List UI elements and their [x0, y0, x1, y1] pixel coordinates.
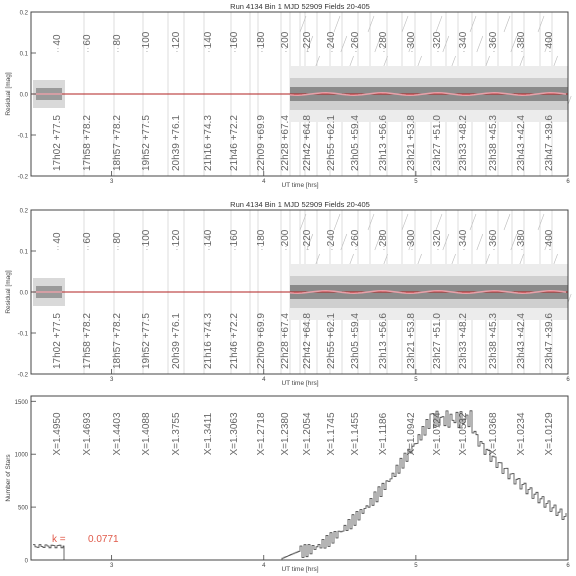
hatch-mark — [334, 214, 340, 230]
field-marker: : — [307, 47, 309, 54]
panel-2-title: Run 4134 Bin 1 MJD 52909 Fields 20-405 — [230, 200, 370, 209]
field-coordinate-label: 22h09 +69.9 — [256, 115, 267, 171]
field-number-label: 360 — [488, 229, 499, 247]
panel-3-airmass-labels — [52, 412, 555, 456]
field-marker: : — [87, 47, 89, 54]
field-marker: : — [383, 47, 385, 54]
field-number-label: 200 — [280, 31, 291, 49]
field-marker: : — [285, 47, 287, 54]
y-tick-label: 1000 — [14, 452, 28, 459]
airmass-label: X=1.4403 — [112, 412, 123, 456]
residual-panel-1 — [5, 2, 571, 189]
field-marker: : — [208, 245, 210, 252]
field-number-label: 340 — [458, 31, 469, 49]
field-number-label: 180 — [256, 229, 267, 247]
airmass-label: X=1.3063 — [229, 412, 240, 456]
field-marker: : — [208, 47, 210, 54]
field-coordinate-label: 23h38 +45.3 — [488, 313, 499, 369]
field-marker: : — [176, 47, 178, 54]
field-number-label: 80 — [112, 34, 123, 46]
y-tick-label: -0.1 — [17, 331, 28, 338]
field-coordinate-label: 23h21 +53.8 — [406, 115, 417, 171]
field-marker: : — [234, 47, 236, 54]
hatch-mark — [504, 214, 510, 230]
airmass-label: X=1.0368 — [488, 412, 499, 456]
hatch-mark — [470, 16, 476, 32]
field-number-label: 400 — [544, 229, 555, 247]
airmass-label: X=1.1455 — [350, 412, 361, 456]
field-number-label: 400 — [544, 31, 555, 49]
field-marker: : — [331, 47, 333, 54]
field-number-label: 100 — [141, 229, 152, 247]
field-coordinate-label: 23h38 +45.3 — [488, 115, 499, 171]
field-marker: : — [549, 245, 551, 252]
field-number-label: 160 — [229, 31, 240, 49]
field-coordinate-label: 22h42 +64.8 — [302, 313, 313, 369]
field-number-label: 260 — [350, 229, 361, 247]
field-coordinate-label: 17h58 +78.2 — [82, 115, 93, 171]
airmass-label: X=1.4950 — [52, 412, 63, 456]
field-marker: : — [117, 47, 119, 54]
y-tick-label: 0.0 — [19, 92, 28, 99]
field-marker: : — [493, 47, 495, 54]
field-number-label: 120 — [171, 31, 182, 49]
hatch-mark — [402, 16, 408, 32]
field-coordinate-label: 22h09 +69.9 — [256, 313, 267, 369]
field-number-label: 40 — [52, 34, 63, 46]
field-number-label: 240 — [326, 229, 337, 247]
field-marker: : — [437, 47, 439, 54]
field-number-label: 80 — [112, 232, 123, 244]
field-coordinate-label: 22h42 +64.8 — [302, 115, 313, 171]
x-tick-label: 6 — [566, 179, 570, 185]
residual-panel-2 — [5, 200, 571, 387]
field-number-label: 300 — [406, 31, 417, 49]
field-marker: : — [146, 245, 148, 252]
panel-2-ylabel: Residual [mag] — [5, 270, 12, 314]
hatch-mark — [402, 214, 408, 230]
hatch-mark — [436, 214, 442, 230]
field-marker: : — [521, 245, 523, 252]
airmass-label: X=1.0129 — [544, 412, 555, 456]
hatch-mark — [436, 16, 442, 32]
field-coordinate-label: 19h52 +77.5 — [141, 313, 152, 369]
field-marker: : — [411, 245, 413, 252]
hatch-mark — [538, 214, 544, 230]
hatch-mark — [477, 36, 483, 52]
airmass-label: X=1.2054 — [302, 412, 313, 456]
y-tick-label: 1500 — [14, 399, 28, 406]
field-coordinate-label: 17h02 +77.5 — [52, 313, 63, 369]
field-coordinate-label: 23h13 +56.6 — [378, 115, 389, 171]
field-number-label: 380 — [516, 31, 527, 49]
airmass-label: X=1.3411 — [203, 412, 214, 456]
panel-1-xlabel: UT time [hrs] — [281, 182, 319, 189]
x-tick-label: 6 — [566, 377, 570, 383]
field-coordinate-label: 21h46 +72.2 — [229, 313, 240, 369]
hatch-mark — [341, 36, 347, 52]
airmass-label: X=1.2718 — [256, 412, 267, 456]
field-coordinate-label: 20h39 +76.1 — [171, 115, 182, 171]
field-number-label: 340 — [458, 229, 469, 247]
x-tick-label: 4 — [262, 377, 266, 383]
y-tick-label: 0 — [24, 558, 28, 565]
field-coordinate-label: 23h47 +39.6 — [544, 313, 555, 369]
hatch-mark — [477, 234, 483, 250]
x-tick-label: 4 — [262, 179, 266, 185]
field-number-label: 40 — [52, 232, 63, 244]
airmass-label: X=1.1745 — [326, 412, 337, 456]
field-number-label: 320 — [432, 31, 443, 49]
field-marker: : — [87, 245, 89, 252]
panel-1-ylabel: Residual [mag] — [5, 72, 12, 116]
field-coordinate-label: 23h13 +56.6 — [378, 313, 389, 369]
airmass-label: X=1.0942 — [406, 412, 417, 456]
airmass-label: X=1.1186 — [378, 412, 389, 456]
y-tick-label: 0.1 — [19, 249, 28, 256]
x-tick-label: 3 — [109, 377, 114, 383]
field-marker: : — [331, 245, 333, 252]
panel-2-xlabel: UT time [hrs] — [281, 380, 319, 387]
field-coordinate-label: 23h27 +51.0 — [432, 115, 443, 171]
field-marker: : — [463, 47, 465, 54]
field-number-label: 160 — [229, 229, 240, 247]
field-number-label: 120 — [171, 229, 182, 247]
field-number-label: 220 — [302, 31, 313, 49]
field-marker: : — [176, 245, 178, 252]
field-marker: : — [285, 245, 287, 252]
field-marker: : — [307, 245, 309, 252]
hatch-mark — [504, 16, 510, 32]
field-number-label: 140 — [203, 229, 214, 247]
field-coordinate-label: 23h43 +42.4 — [516, 115, 527, 171]
airmass-label: X=1.4088 — [141, 412, 152, 456]
field-coordinate-label: 22h28 +67.4 — [280, 313, 291, 369]
field-marker: : — [57, 245, 59, 252]
field-number-label: 380 — [516, 229, 527, 247]
panel-3-xlabel: UT time [hrs] — [281, 566, 319, 573]
field-coordinate-label: 22h55 +62.1 — [326, 115, 337, 171]
field-coordinate-label: 23h33 +48.2 — [458, 313, 469, 369]
hatch-mark — [368, 16, 374, 32]
field-number-label: 360 — [488, 31, 499, 49]
y-tick-label: 500 — [17, 505, 28, 512]
field-marker: : — [117, 245, 119, 252]
field-coordinate-label: 23h27 +51.0 — [432, 313, 443, 369]
field-marker: : — [57, 47, 59, 54]
field-marker: : — [383, 245, 385, 252]
airmass-label: X=1.0532 — [458, 412, 469, 456]
hatch-mark — [538, 16, 544, 32]
field-coordinate-label: 23h47 +39.6 — [544, 115, 555, 171]
panel-3-ylabel: Number of Stars — [5, 454, 12, 502]
field-number-label: 280 — [378, 31, 389, 49]
field-marker: : — [261, 245, 263, 252]
field-number-label: 260 — [350, 31, 361, 49]
airmass-label: X=1.3755 — [171, 412, 182, 456]
field-number-label: 60 — [82, 34, 93, 46]
x-tick-label: 5 — [414, 179, 418, 185]
x-tick-label: 3 — [109, 563, 114, 569]
x-tick-label: 4 — [262, 563, 266, 569]
field-number-label: 100 — [141, 31, 152, 49]
field-marker: : — [234, 245, 236, 252]
x-tick-label: 5 — [414, 377, 418, 383]
field-marker: : — [355, 47, 357, 54]
field-coordinate-label: 22h28 +67.4 — [280, 115, 291, 171]
hatch-mark — [341, 234, 347, 250]
extinction-k-value: 0.0771 — [88, 534, 119, 545]
field-coordinate-label: 23h21 +53.8 — [406, 313, 417, 369]
airmass-label: X=1.4693 — [82, 412, 93, 456]
field-marker: : — [521, 47, 523, 54]
field-number-label: 300 — [406, 229, 417, 247]
field-coordinate-label: 23h43 +42.4 — [516, 313, 527, 369]
field-marker: : — [437, 245, 439, 252]
field-number-label: 240 — [326, 31, 337, 49]
field-coordinate-label: 19h52 +77.5 — [141, 115, 152, 171]
hatch-mark — [470, 214, 476, 230]
field-coordinate-label: 21h46 +72.2 — [229, 115, 240, 171]
field-marker: : — [463, 245, 465, 252]
field-coordinate-label: 17h58 +78.2 — [82, 313, 93, 369]
field-coordinate-label: 21h16 +74.3 — [203, 313, 214, 369]
x-tick-label: 3 — [109, 179, 114, 185]
y-tick-label: -0.1 — [17, 133, 28, 140]
field-coordinate-label: 23h05 +59.4 — [350, 115, 361, 171]
field-marker: : — [493, 245, 495, 252]
field-marker: : — [411, 47, 413, 54]
field-marker: : — [261, 47, 263, 54]
field-number-label: 60 — [82, 232, 93, 244]
field-marker: : — [549, 47, 551, 54]
field-coordinate-label: 23h05 +59.4 — [350, 313, 361, 369]
hatch-mark — [368, 214, 374, 230]
x-tick-label: 5 — [414, 563, 418, 569]
field-coordinate-label: 17h02 +77.5 — [52, 115, 63, 171]
star-count-panel — [5, 396, 570, 573]
field-coordinate-label: 18h57 +78.2 — [112, 313, 123, 369]
field-coordinate-label: 18h57 +78.2 — [112, 115, 123, 171]
field-marker: : — [146, 47, 148, 54]
airmass-label: X=1.0234 — [516, 412, 527, 456]
y-tick-label: 0.1 — [19, 51, 28, 58]
field-coordinate-label: 20h39 +76.1 — [171, 313, 182, 369]
field-number-label: 200 — [280, 229, 291, 247]
field-number-label: 220 — [302, 229, 313, 247]
y-tick-label: -0.2 — [17, 174, 28, 181]
field-coordinate-label: 21h16 +74.3 — [203, 115, 214, 171]
extinction-k-label: k = — [52, 534, 66, 545]
field-marker: : — [355, 245, 357, 252]
airmass-label: X=1.0724 — [432, 412, 443, 456]
field-coordinate-label: 23h33 +48.2 — [458, 115, 469, 171]
panel-1-title: Run 4134 Bin 1 MJD 52909 Fields 20-405 — [230, 2, 370, 11]
y-tick-label: 0.2 — [19, 10, 28, 17]
field-number-label: 320 — [432, 229, 443, 247]
hatch-mark — [334, 16, 340, 32]
field-number-label: 180 — [256, 31, 267, 49]
y-tick-label: 0.0 — [19, 290, 28, 297]
field-number-label: 280 — [378, 229, 389, 247]
airmass-label: X=1.2380 — [280, 412, 291, 456]
y-tick-label: 0.2 — [19, 208, 28, 215]
field-coordinate-label: 22h55 +62.1 — [326, 313, 337, 369]
y-tick-label: -0.2 — [17, 372, 28, 379]
x-tick-label: 6 — [566, 563, 570, 569]
field-number-label: 140 — [203, 31, 214, 49]
